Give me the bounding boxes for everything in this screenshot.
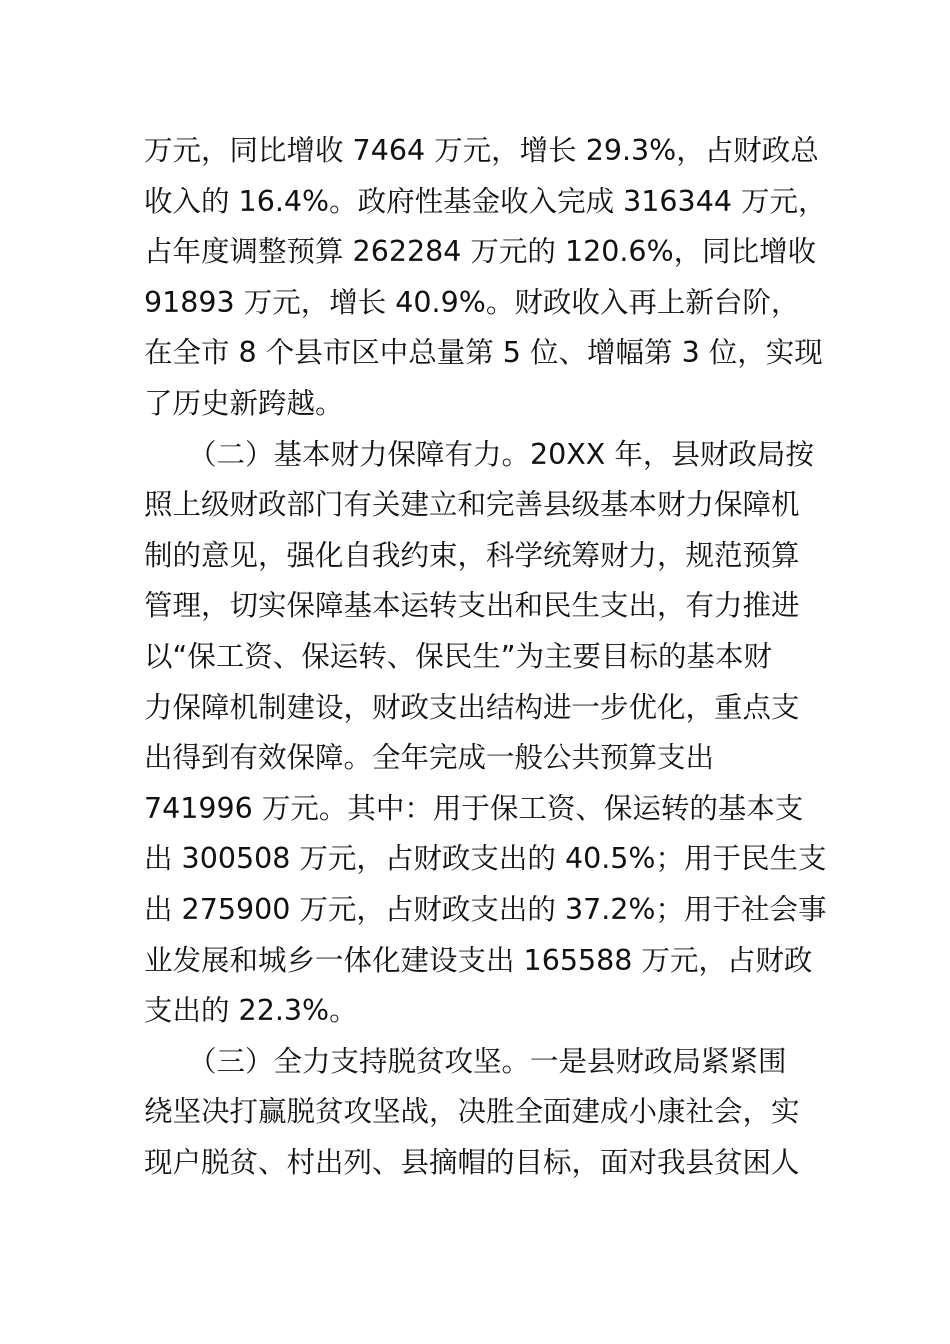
- text-line: 绕坚决打赢脱贫攻坚战，决胜全面建成小康社会，实: [144, 1095, 800, 1129]
- text-line: 力保障机制建设，财政支出结构进一步优化，重点支: [144, 690, 800, 724]
- text-line: 照上级财政部门有关建立和完善县级基本财力保障机: [144, 488, 800, 522]
- document-body: [144, 126, 827, 1188]
- paragraph-fiscal-revenue: [144, 126, 827, 430]
- text-line: 出 275900 万元，占财政支出的 37.2%；用于社会事: [144, 892, 827, 926]
- text-line: 出 300508 万元，占财政支出的 40.5%；用于民生支: [144, 842, 827, 876]
- text-line: 管理，切实保障基本运转支出和民生支出，有力推进: [144, 589, 800, 623]
- text-line: 在全市 8 个县市区中总量第 5 位、增幅第 3 位，实现: [144, 336, 823, 370]
- text-line: 万元，同比增收 7464 万元，增长 29.3%，占财政总: [144, 134, 819, 167]
- paragraph-poverty-alleviation: [144, 1037, 824, 1189]
- paragraph-basic-financial-guarantee: [144, 430, 827, 1037]
- text-line: 业发展和城乡一体化建设支出 165588 万元，占财政: [144, 943, 813, 977]
- text-line: 制的意见，强化自我约束，科学统筹财力，规范预算: [144, 538, 800, 572]
- text-line: 现户脱贫、村出列、县摘帽的目标，面对我县贫困人: [144, 1145, 800, 1179]
- text-line: 出得到有效保障。全年完成一般公共预算支出: [144, 741, 715, 775]
- text-line-first-indent: （二）基本财力保障有力。20XX 年，县财政局按: [188, 437, 814, 471]
- text-line: 以“保工资、保运转、保民生”为主要目标的基本财: [144, 639, 773, 673]
- text-line: 741996 万元。其中：用于保工资、保运转的基本支: [144, 791, 804, 825]
- text-line: 91893 万元，增长 40.9%。财政收入再上新台阶，: [144, 285, 800, 319]
- text-line: 收入的 16.4%。政府性基金收入完成 316344 万元，: [144, 184, 827, 218]
- text-line: 占年度调整预算 262284 万元的 120.6%，同比增收: [144, 235, 817, 269]
- text-line: 支出的 22.3%。: [144, 994, 358, 1028]
- text-line: 了历史新跨越。: [144, 386, 344, 420]
- text-line-first-indent: （三）全力支持脱贫攻坚。一是县财政局紧紧围: [188, 1044, 787, 1078]
